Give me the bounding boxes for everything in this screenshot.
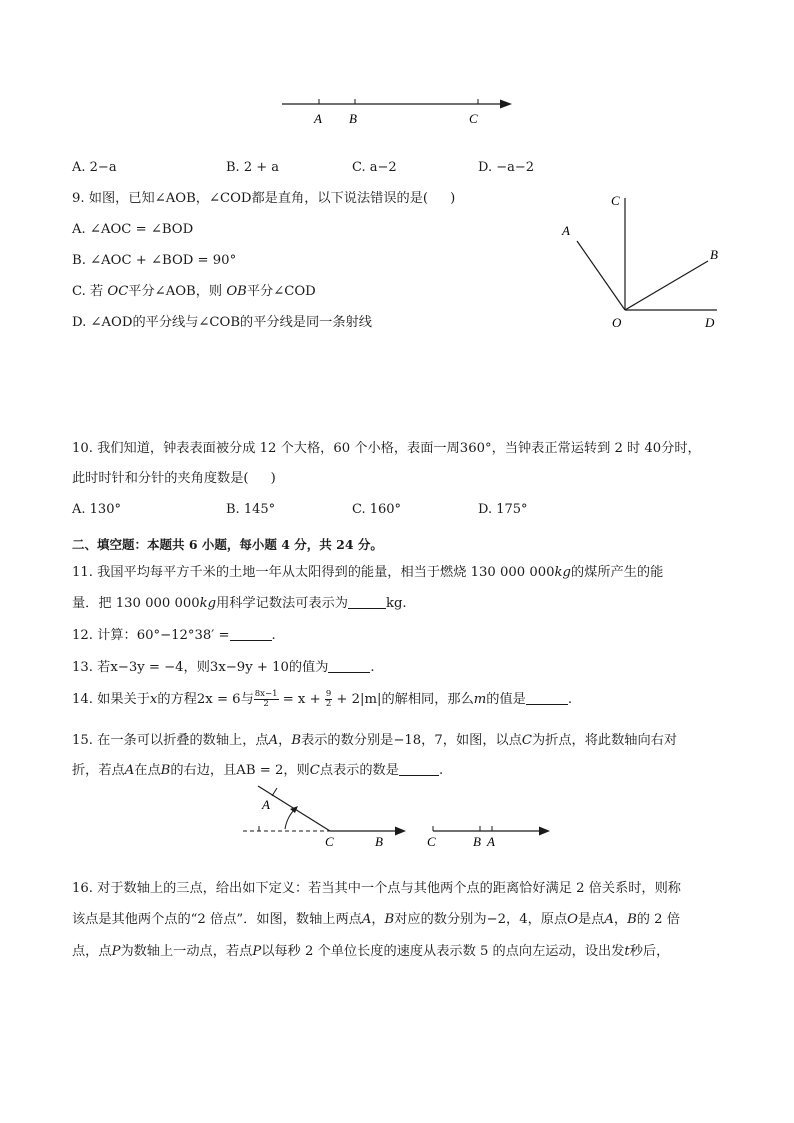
ray-oa xyxy=(577,241,625,310)
q10-option-d: D. 175° xyxy=(478,502,528,517)
arrow-right-icon xyxy=(395,827,406,836)
q11-line2: 量．把 130 000 000kg用科学记数法可表示为 kg. xyxy=(72,596,407,611)
section-heading: 二、填空题：本题共 6 小题，每小题 4 分，共 24 分。 xyxy=(72,537,383,552)
q16-line2: 该点是其他两个点的“2 倍点”．如图，数轴上两点A，B对应的数分别为−2，4，原点O是点A，B的 2 倍 xyxy=(72,912,680,927)
label-a: A xyxy=(314,111,322,126)
q8-option-d: D. −a−2 xyxy=(478,160,535,175)
q15-line1: 15. 在一条可以折叠的数轴上，点A，B表示的数分别是−18，7，如图，以点C为折点，将此数轴向右对 xyxy=(72,733,678,748)
q16-line1: 16. 对于数轴上的三点，给出如下定义：若当其中一个点与其他两个点的距离恰好满足 2 倍关系时，则称 xyxy=(72,881,681,896)
q15-fold-figure xyxy=(240,783,560,853)
q9-option-c: C. 若 OC平分∠AOB，则 OB平分∠COD xyxy=(72,284,316,299)
label-b: B xyxy=(710,247,718,262)
label-o: O xyxy=(612,315,622,330)
fold-arc xyxy=(285,809,295,829)
q10-line1: 10. 我们知道，钟表表面被分成 12 个大格，60 个小格，表面一周360°，当钟表正常运转到 2 时 40分时， xyxy=(72,441,701,456)
q11-line1: 11. 我国平均每平方千米的土地一年从太阳得到的能量，相当于燃烧 130 000 000kg的煤所产生的能 xyxy=(72,565,664,580)
label-a: A xyxy=(562,223,570,238)
answer-blank xyxy=(348,596,386,609)
label-d: D xyxy=(705,315,715,330)
fraction-1: $\frac{8x-1}{2}$ xyxy=(254,689,278,709)
answer-blank xyxy=(230,628,272,641)
q9-stem: 9. 如图，已知∠AOB，∠COD都是直角，以下说法错误的是( ) xyxy=(72,191,456,206)
arrow-right-icon xyxy=(500,100,512,109)
q10-option-c: C. 160° xyxy=(352,502,402,517)
q8-option-c: C. a−2 xyxy=(352,160,397,175)
ray-ob xyxy=(625,261,708,310)
q9-angle-figure xyxy=(555,188,735,336)
label-c: C xyxy=(611,193,620,208)
q8-number-line-figure xyxy=(278,92,518,128)
arrow-right-icon xyxy=(539,827,550,836)
q10-option-a: A. 130° xyxy=(72,502,121,517)
q8-option-b: B. 2 + a xyxy=(226,160,279,175)
q8-option-a: A. 2−a xyxy=(72,160,117,175)
label-c: C xyxy=(427,834,436,849)
q13: 13. 若x−3y = −4，则3x−9y + 10的值为 . xyxy=(72,660,375,675)
label-c: C xyxy=(469,111,478,126)
q10-option-b: B. 145° xyxy=(226,502,276,517)
label-a: A xyxy=(262,797,270,812)
q9-option-b: B. ∠AOC + ∠BOD = 90° xyxy=(72,253,237,268)
label-a: A xyxy=(487,834,495,849)
label-b: B xyxy=(349,111,357,126)
q12: 12. 计算：60°−12°38′ = . xyxy=(72,628,276,643)
tick-a xyxy=(272,788,277,796)
q14: 14. 如果关于x的方程2x = 6与 $\frac{8x-1}{2}$ = x + $\frac{9}{2}$ + 2|m|的解相同，那么m的值是 . xyxy=(72,689,573,709)
answer-blank xyxy=(328,660,370,673)
q16-line3: 点，点P为数轴上一动点，若点P以每秒 2 个单位长度的速度从表示数 5 的点向左运动，设出发t秒后， xyxy=(72,944,670,959)
answer-blank xyxy=(526,692,568,705)
q9-option-d: D. ∠AOD的平分线与∠COB的平分线是同一条射线 xyxy=(72,315,372,330)
label-b: B xyxy=(375,834,383,849)
fraction-2: $\frac{9}{2}$ xyxy=(325,689,332,709)
label-c: C xyxy=(325,834,334,849)
q9-option-a: A. ∠AOC = ∠BOD xyxy=(72,222,194,237)
q15-line2: 折，若点A在点B的右边，且AB = 2，则C点表示的数是 . xyxy=(72,763,444,778)
answer-blank xyxy=(399,763,439,776)
q10-line2: 此时时针和分针的夹角度数是( ) xyxy=(72,471,276,486)
label-b: B xyxy=(473,834,481,849)
